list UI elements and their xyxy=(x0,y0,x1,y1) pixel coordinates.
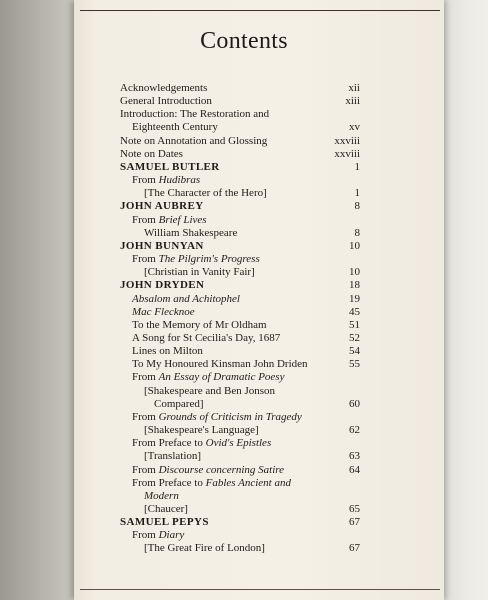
entry-text: Note on Annotation and Glossing xyxy=(120,134,268,147)
toc-entry xyxy=(120,319,360,332)
toc-entry xyxy=(120,82,360,95)
entry-text: To My Honoured Kinsman John Driden xyxy=(132,358,308,371)
entry-title xyxy=(120,148,332,161)
entry-text: [Shakespeare and Ben Jonson xyxy=(144,384,276,397)
entry-title xyxy=(120,240,332,253)
contents-list xyxy=(120,82,360,556)
top-rule xyxy=(80,10,440,11)
author-entry xyxy=(120,279,360,292)
entry-text: Compared] xyxy=(154,397,204,410)
entry-text: [The Great Fire of London] xyxy=(144,542,265,555)
toc-entry xyxy=(120,214,360,227)
entry-text: [The Character of the Hero] xyxy=(144,187,267,200)
entry-title xyxy=(120,319,332,332)
entry-text: JOHN AUBREY xyxy=(120,200,204,213)
entry-text-prefix: From Preface to xyxy=(132,476,206,489)
toc-entry xyxy=(120,266,360,279)
entry-title xyxy=(120,227,332,240)
entry-title xyxy=(120,464,332,477)
entry-text-prefix: From xyxy=(132,253,159,266)
entry-work-title: An Essay of Dramatic Poesy xyxy=(158,371,285,384)
toc-entry xyxy=(120,95,360,108)
page-number: xxviii xyxy=(334,147,360,160)
page-number: 19 xyxy=(349,292,360,305)
entry-text: JOHN BUNYAN xyxy=(120,239,204,252)
entry-work-title: Brief Lives xyxy=(158,213,207,226)
entry-title xyxy=(120,411,332,424)
entry-title xyxy=(120,174,332,187)
entry-text-prefix: From Preface to xyxy=(132,437,206,450)
toc-entry xyxy=(120,253,360,266)
entry-text: JOHN DRYDEN xyxy=(120,279,205,292)
author-entry xyxy=(120,161,360,174)
entry-title xyxy=(120,345,332,358)
toc-entry xyxy=(120,371,360,384)
toc-entry xyxy=(120,411,360,424)
page-number: 64 xyxy=(349,463,360,476)
page-number: 62 xyxy=(349,424,360,437)
entry-text: William Shakespeare xyxy=(144,226,238,239)
toc-entry xyxy=(120,450,360,463)
entry-work-title: Absalom and Achitophel xyxy=(132,292,240,305)
toc-entry xyxy=(120,332,360,345)
entry-title xyxy=(120,424,332,437)
entry-text: [Christian in Vanity Fair] xyxy=(144,266,255,279)
bottom-rule xyxy=(80,589,440,590)
entry-title xyxy=(120,82,332,95)
entry-work-title: Fables Ancient and xyxy=(205,476,291,489)
entry-text-prefix: From xyxy=(132,213,159,226)
page-number: 63 xyxy=(349,450,360,463)
entry-title xyxy=(120,279,332,292)
entry-text-prefix: From xyxy=(132,410,159,423)
toc-entry xyxy=(120,464,360,477)
toc-entry xyxy=(120,135,360,148)
toc-entry xyxy=(120,148,360,161)
author-entry xyxy=(120,200,360,213)
entry-text: SAMUEL BUTLER xyxy=(120,160,220,173)
entry-title xyxy=(120,385,332,398)
toc-entry xyxy=(120,542,360,555)
entry-title xyxy=(120,266,332,279)
page-number: 54 xyxy=(349,345,360,358)
page-number: xiii xyxy=(345,95,360,108)
entry-title xyxy=(120,214,332,227)
author-entry xyxy=(120,240,360,253)
toc-entry xyxy=(120,345,360,358)
entry-title xyxy=(120,542,332,555)
page-number: 10 xyxy=(349,239,360,252)
page-number: 1 xyxy=(354,160,360,173)
entry-text-prefix: From xyxy=(132,463,159,476)
page-heading: Contents xyxy=(200,28,288,54)
page-number: 67 xyxy=(349,542,360,555)
entry-title xyxy=(120,437,332,450)
entry-title xyxy=(120,450,332,463)
page-number: xii xyxy=(348,82,360,94)
page-number: 51 xyxy=(349,318,360,331)
entry-text-prefix: From xyxy=(132,371,159,384)
page-number: xxviii xyxy=(334,134,360,147)
page-number: 8 xyxy=(354,200,360,213)
toc-entry xyxy=(120,398,360,411)
entry-text: Acknowledgements xyxy=(120,82,208,94)
entry-text: [Chaucer] xyxy=(144,503,188,515)
entry-text: [Translation] xyxy=(144,450,202,463)
entry-work-title: Grounds of Criticism in Tragedy xyxy=(158,410,302,423)
entry-title xyxy=(120,503,332,516)
entry-work-title: Discourse concerning Satire xyxy=(158,463,285,476)
page-number: 52 xyxy=(349,331,360,344)
entry-title xyxy=(120,529,332,542)
toc-entry xyxy=(120,424,360,437)
entry-work-title: Modern xyxy=(144,489,179,502)
toc-entry xyxy=(120,293,360,306)
entry-text: Lines on Milton xyxy=(132,345,203,358)
entry-title xyxy=(120,358,332,371)
entry-work-title: The Pilgrim's Progress xyxy=(158,253,260,266)
page-number: 67 xyxy=(349,516,360,529)
page-number: 45 xyxy=(349,305,360,318)
toc-entry xyxy=(120,358,360,371)
toc-entry xyxy=(120,385,360,398)
entry-title xyxy=(120,490,332,503)
page-number: 1 xyxy=(354,187,360,200)
entry-text: Introduction: The Restoration and xyxy=(120,108,270,121)
toc-entry xyxy=(120,187,360,200)
entry-title xyxy=(120,516,332,529)
toc-entry xyxy=(120,108,360,121)
entry-work-title: Hudibras xyxy=(158,174,201,187)
entry-work-title: Mac Flecknoe xyxy=(132,305,195,318)
page-number: 55 xyxy=(349,358,360,371)
entry-title xyxy=(120,187,332,200)
entry-title xyxy=(120,95,332,108)
entry-text-prefix: From xyxy=(132,529,159,542)
entry-title xyxy=(120,332,332,345)
entry-text: [Shakespeare's Language] xyxy=(144,424,259,437)
toc-entry xyxy=(120,437,360,450)
entry-text: A Song for St Cecilia's Day, 1687 xyxy=(132,331,281,344)
entry-text: Eighteenth Century xyxy=(132,121,218,134)
entry-title xyxy=(120,108,332,121)
toc-entry xyxy=(120,477,360,490)
toc-entry xyxy=(120,306,360,319)
entry-work-title: Ovid's Epistles xyxy=(205,437,272,450)
toc-entry xyxy=(120,490,360,503)
entry-text: Note on Dates xyxy=(120,147,183,160)
page-number: 8 xyxy=(354,226,360,239)
entry-title xyxy=(120,398,332,411)
toc-entry xyxy=(120,227,360,240)
toc-entry xyxy=(120,174,360,187)
entry-title xyxy=(120,121,332,134)
page-number: 10 xyxy=(349,266,360,279)
page-number: xv xyxy=(349,121,360,134)
entry-title xyxy=(120,371,332,384)
entry-text: General Introduction xyxy=(120,95,212,108)
entry-title xyxy=(120,306,332,319)
page-number: 65 xyxy=(349,503,360,515)
entry-title xyxy=(120,477,332,490)
entry-work-title: Diary xyxy=(158,529,185,542)
entry-title xyxy=(120,253,332,266)
page-number: 18 xyxy=(349,279,360,292)
entry-title xyxy=(120,135,332,148)
page-number: 60 xyxy=(349,397,360,410)
toc-entry xyxy=(120,529,360,542)
toc-entry xyxy=(120,503,360,516)
toc-entry xyxy=(120,121,360,134)
entry-text-prefix: From xyxy=(132,174,159,187)
entry-title xyxy=(120,293,332,306)
author-entry xyxy=(120,516,360,529)
entry-title xyxy=(120,200,332,213)
entry-title xyxy=(120,161,332,174)
entry-text: SAMUEL PEPYS xyxy=(120,516,209,529)
entry-text: To the Memory of Mr Oldham xyxy=(132,318,267,331)
